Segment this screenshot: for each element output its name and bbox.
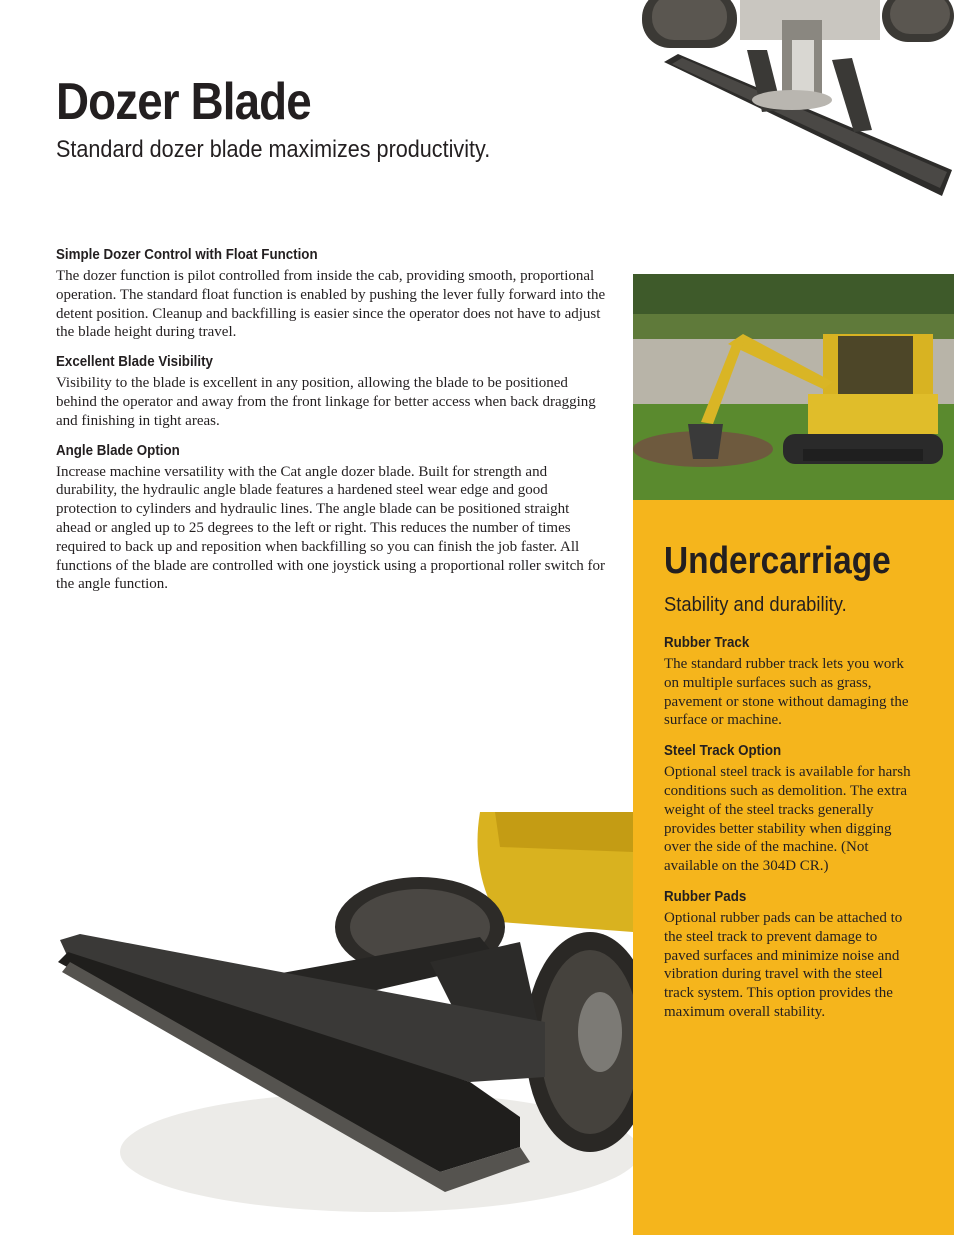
undercarriage-panel: [633, 500, 954, 1235]
section-rubber-track: [664, 635, 914, 730]
section-body: Optional steel track is available for harsh conditions such as demolition. The extra weight of the steel tracks generally provides better stability when digging over the side of the machine. (Not available on the 304D CR.): [664, 764, 911, 875]
section-heading: Rubber Track: [664, 635, 750, 651]
section-rubber-pads: [664, 889, 914, 1022]
dozer-blade-sections: [56, 247, 608, 606]
section-blade-visibility: [56, 354, 608, 430]
section-heading: Simple Dozer Control with Float Function: [56, 247, 318, 263]
dozer-blade-closeup-photo: [0, 812, 633, 1235]
section-heading: Excellent Blade Visibility: [56, 354, 213, 371]
page-title: Dozer Blade: [56, 73, 311, 131]
section-body: Increase machine versatility with the Cat angle dozer blade. Built for strength and durability, the hydraulic angle blade features a hardened steel wear edge and good protection to cylinders and hydraulic lines. The angle blade can be positioned straight ahead or angled up to 25 degrees to the left or right. This reduces the number of times required to back up and reposition when backfilling so you can finish the job faster. All functions of the blade are controlled with one joystick using a proportional roller switch for the angle function.: [56, 463, 606, 593]
section-heading: Angle Blade Option: [56, 442, 180, 459]
section-body: The standard rubber track lets you work on multiple surfaces such as grass, pavement or stone without damaging the surface or machine.: [664, 656, 909, 729]
panel-title: Undercarriage: [664, 540, 891, 582]
section-heading: Steel Track Option: [664, 743, 782, 760]
page-subtitle: Standard dozer blade maximizes productivity.: [56, 136, 491, 163]
section-body: Visibility to the blade is excellent in any position, allowing the blade to be positioned behind the operator and away from the front linkage for better access when back dragging and finishing in tight areas.: [56, 375, 596, 429]
undercarriage-content: [664, 542, 914, 1035]
section-body: The dozer function is pilot controlled from inside the cab, providing smooth, proportional operation. The standard float function is enabled by pushing the lever fully forward into the detent position. Cleanup and backfilling is easier since the operator does not have to adjust the blade height during travel.: [56, 268, 606, 341]
panel-subtitle: Stability and durability.: [664, 594, 847, 616]
section-heading: Rubber Pads: [664, 888, 747, 905]
section-angle-blade: [56, 443, 608, 595]
excavator-photo: [633, 274, 954, 500]
section-float-function: [56, 247, 608, 342]
dozer-blade-top-photo: [632, 0, 954, 208]
section-steel-track: [664, 743, 914, 876]
section-body: Optional rubber pads can be attached to the steel track to prevent damage to paved surfaces and minimize noise and vibration during travel with the steel track system. This option provides the maximum overall stability.: [664, 909, 903, 1020]
